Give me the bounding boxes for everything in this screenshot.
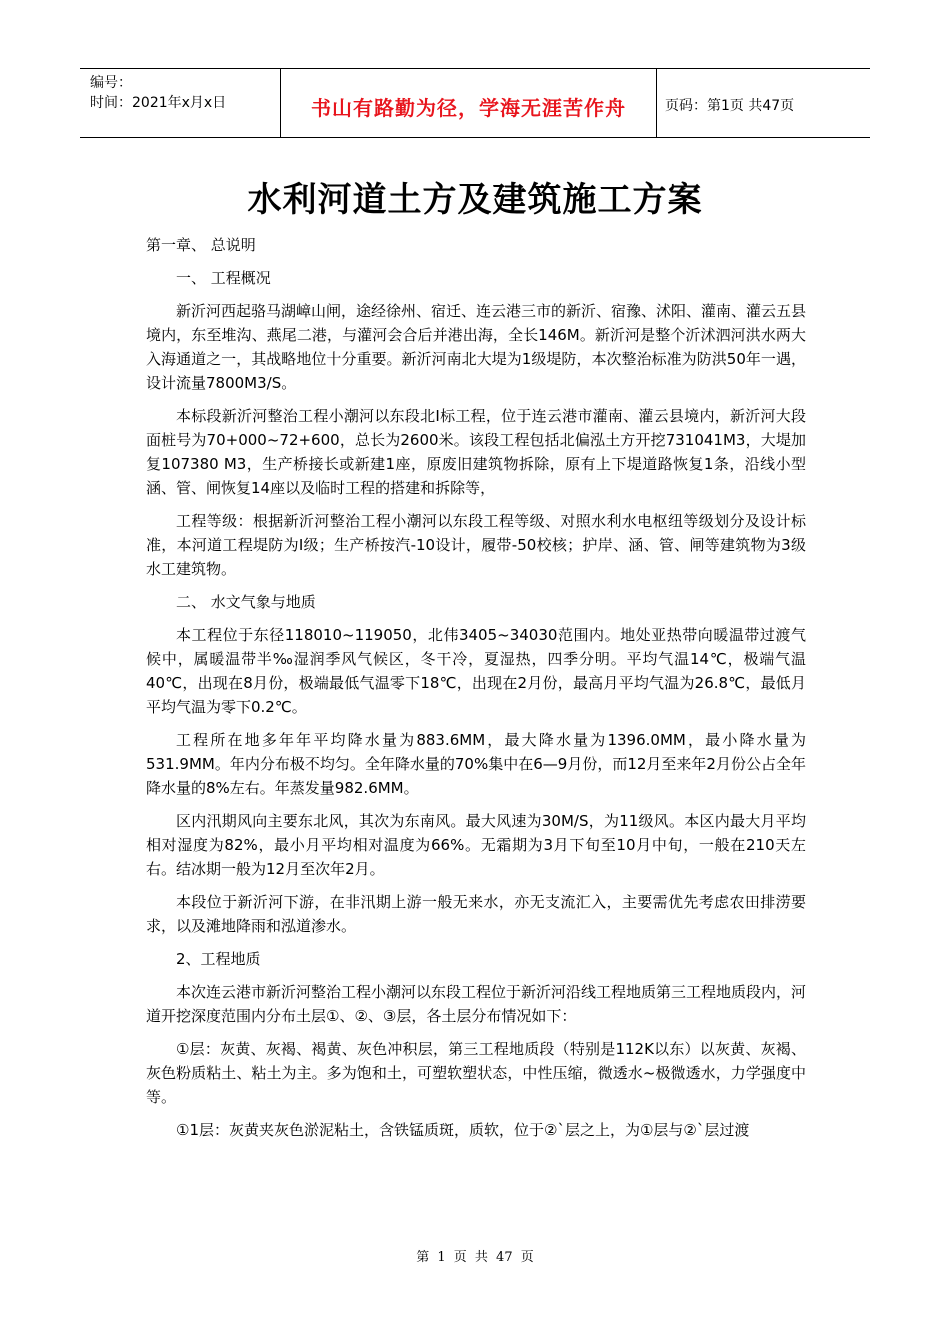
document-time-label: 时间：2021年x月x日 (90, 95, 227, 111)
paragraph: ①层：灰黄、灰褐、褐黄、灰色冲积层，第三工程地质段（特别是112K以东）以灰黄、灰褐、灰色粉质粘土、粘土为主。多为饱和土，可塑软塑状态，中性压缩，微透水~极微透水，力学强度中等。 (146, 1040, 806, 1106)
paragraph: 新沂河西起骆马湖嶂山闸，途经徐州、宿迁、连云港三市的新沂、宿豫、沭阳、灌南、灌云五县境内，东至堆沟、燕尾二港，与灌河会合后并港出海，全长146M。新沂河是整个沂沭泗河洪水两大入海通道之一，其战略地位十分重要。新沂河南北大堤为1级堤防，本次整治标准为防洪50年一遇，设计流量7800M3/S。 (146, 302, 807, 392)
document-body (146, 233, 806, 1142)
header-motto-cell (281, 69, 657, 137)
paragraph: 本工程位于东径118010~119050，北伟3405~34030范围内。地处亚热带向暖温带过渡气候中，属暖温带半‰湿润季风气候区，冬干冷，夏湿热，四季分明。平均气温14℃，极端气温40℃，出现在8月份，极端最低气温零下18℃，出现在2月份，最高月平均气温为26.8℃，最低月平均气温为零下0.2℃。 (146, 626, 806, 716)
paragraph: 本标段新沂河整治工程小潮河以东段北Ⅰ标工程，位于连云港市灌南、灌云县境内，新沂河大段面桩号为70+000~72+600，总长为2600米。该段工程包括北偏泓土方开挖731041M3，大堤加复107380 M3，生产桥接长或新建1座，原废旧建筑物拆除，原有上下堤道路恢复1条，沿线小型涵、管、闸恢复14座以及临时工程的搭建和拆除等， (146, 407, 806, 497)
section-heading-hydrology: 二、 水文气象与地质 (176, 593, 316, 611)
paragraph: ①1层：灰黄夹灰色淤泥粘土，含铁锰质斑，质软，位于②`层之上，为①层与②`层过渡 (176, 1121, 750, 1139)
header-meta-cell (80, 69, 281, 137)
page-footer: 第 1 页 共 47 页 (416, 1250, 534, 1265)
section-heading-geology: 2、工程地质 (176, 950, 261, 968)
document-number-label: 编号： (90, 75, 132, 91)
header-table (80, 68, 870, 138)
section-heading-overview: 一、 工程概况 (176, 269, 271, 287)
chapter-heading: 第一章、 总说明 (146, 236, 256, 254)
header-motto: 书山有路勤为径，学海无涯苦作舟 (311, 95, 626, 120)
document-title: 水利河道土方及建筑施工方案 (247, 180, 703, 220)
paragraph: 区内汛期风向主要东北风，其次为东南风。最大风速为30M/S，为11级风。本区内最大月平均相对湿度为82%，最小月平均相对温度为66%。无霜期为3月下旬至10月中旬，一般在210天左右。结冰期一般为12月至次年2月。 (146, 812, 806, 878)
paragraph: 本段位于新沂河下游，在非汛期上游一般无来水，亦无支流汇入，主要需优先考虑农田排涝要求，以及滩地降雨和泓道渗水。 (146, 893, 806, 935)
header-page-info: 页码：第1页 共47页 (665, 98, 795, 114)
paragraph: 工程等级：根据新沂河整治工程小潮河以东段工程等级、对照水利水电枢纽等级划分及设计标准，本河道工程堤防为Ⅰ级；生产桥按汽-10设计，履带-50校核；护岸、涵、管、闸等建筑物为3级水工建筑物。 (146, 512, 806, 578)
paragraph: 本次连云港市新沂河整治工程小潮河以东段工程位于新沂河沿线工程地质第三工程地质段内，河道开挖深度范围内分布土层①、②、③层，各土层分布情况如下： (146, 983, 807, 1025)
paragraph: 工程所在地多年年平均降水量为883.6MM，最大降水量为1396.0MM，最小降水量为531.9MM。年内分布极不均匀。全年降水量的70%集中在6—9月份，而12月至来年2月份公占全年降水量的8%左右。年蒸发量982.6MM。 (146, 731, 806, 797)
header-page-cell (657, 69, 870, 137)
